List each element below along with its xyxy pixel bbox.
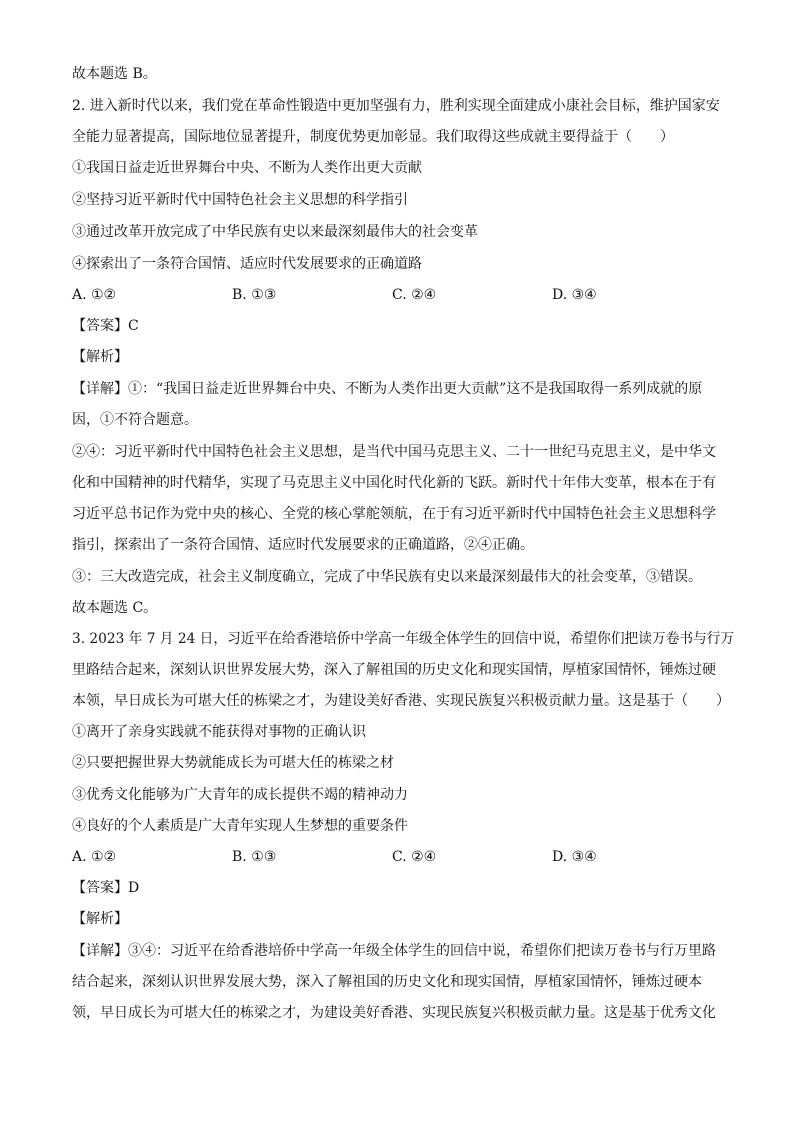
previous-conclusion: 故本题选 B。 bbox=[72, 66, 157, 82]
question-3-statement-3: ③优秀文化能够为广大青年的成长提供不竭的精神动力 bbox=[72, 787, 408, 803]
question-2-option-a: A. ①② bbox=[72, 287, 117, 303]
question-2-stem-line-1: 2. 进入新时代以来，我们党在革命性锻造中更加坚强有力，胜利实现全面建成小康社会目标，维护国家安 bbox=[72, 98, 720, 114]
question-2-detail-line-7: ③：三大改造完成，社会主义制度确立，完成了中华民族有史以来最深刻最伟大的社会变革，③错误。 bbox=[72, 569, 702, 585]
question-2-option-d: D. ③④ bbox=[552, 287, 597, 303]
question-2-answer: 【答案】C bbox=[72, 318, 139, 334]
question-3-stem-line-1: 3. 2023 年 7 月 24 日，习近平在给香港培侨中学高一年级全体学生的回信中说，希望你们把读万卷书与行万 bbox=[72, 631, 735, 647]
question-2-detail-line-3: ②④：习近平新时代中国特色社会主义思想，是当代中国马克思主义、二十一世纪马克思主义，是中华文 bbox=[72, 444, 716, 460]
question-2-detail-line-6: 指引，探索出了一条符合国情、适应时代发展要求的正确道路，②④正确。 bbox=[72, 537, 534, 553]
question-3-analysis-heading: 【解析】 bbox=[72, 911, 128, 927]
question-2-stem-line-2: 全能力显著提高，国际地位显著提升，制度优势更加彰显。我们取得这些成就主要得益于（ ） bbox=[72, 129, 674, 145]
question-2-option-b: B. ①③ bbox=[232, 287, 277, 303]
question-2-detail-line-2: 因，①不符合题意。 bbox=[72, 412, 198, 428]
question-2-detail-line-4: 化和中国精神的时代精华，实现了马克思主义中国化时代化新的飞跃。新时代十年伟大变革，根本在于有 bbox=[72, 475, 716, 491]
question-3-stem-line-2: 里路结合起来，深刻认识世界发展大势，深入了解祖国的历史文化和现实国情，厚植家国情怀，锤炼过硬 bbox=[72, 662, 716, 678]
question-3-detail-line-3: 领，早日成长为可堪大任的栋梁之才，为建设美好香港、实现民族复兴积极贡献力量。这是基于优秀文化 bbox=[72, 1005, 716, 1021]
question-3-stem-line-3: 本领，早日成长为可堪大任的栋梁之才，为建设美好香港、实现民族复兴积极贡献力量。这是基于（ ） bbox=[72, 693, 730, 709]
question-3-option-d: D. ③④ bbox=[552, 849, 597, 865]
question-3-detail-line-1: 【详解】③④：习近平在给香港培侨中学高一年级全体学生的回信中说，希望你们把读万卷书与行万里路 bbox=[72, 943, 716, 959]
question-2-detail-line-5: 习近平总书记作为党中央的核心、全党的核心掌舵领航，在于有习近平新时代中国特色社会主义思想科学 bbox=[72, 506, 716, 522]
question-3-option-c: C. ②④ bbox=[392, 849, 437, 865]
question-3-detail-line-2: 结合起来，深刻认识世界发展大势，深入了解祖国的历史文化和现实国情，厚植家国情怀，锤炼过硬本 bbox=[72, 974, 702, 990]
question-3-option-b: B. ①③ bbox=[232, 849, 277, 865]
question-3-statement-1: ①离开了亲身实践就不能获得对事物的正确认识 bbox=[72, 724, 366, 740]
question-2-statement-2: ②坚持习近平新时代中国特色社会主义思想的科学指引 bbox=[72, 192, 408, 208]
question-2-conclusion: 故本题选 C。 bbox=[72, 600, 158, 616]
question-3-statement-2: ②只要把握世界大势就能成长为可堪大任的栋梁之材 bbox=[72, 755, 394, 771]
question-2-analysis-heading: 【解析】 bbox=[72, 349, 128, 365]
question-2-detail-line-1: 【详解】①：“我国日益走近世界舞台中央、不断为人类作出更大贡献”这不是我国取得一系列成就的原 bbox=[72, 381, 703, 397]
question-2-statement-4: ④探索出了一条符合国情、适应时代发展要求的正确道路 bbox=[72, 256, 422, 272]
question-3-statement-4: ④良好的个人素质是广大青年实现人生梦想的重要条件 bbox=[72, 818, 408, 834]
question-3-answer: 【答案】D bbox=[72, 880, 140, 896]
question-2-statement-1: ①我国日益走近世界舞台中央、不断为人类作出更大贡献 bbox=[72, 160, 422, 176]
question-2-statement-3: ③通过改革开放完成了中华民族有史以来最深刻最伟大的社会变革 bbox=[72, 224, 478, 240]
question-2-option-c: C. ②④ bbox=[392, 287, 437, 303]
question-3-option-a: A. ①② bbox=[72, 849, 117, 865]
